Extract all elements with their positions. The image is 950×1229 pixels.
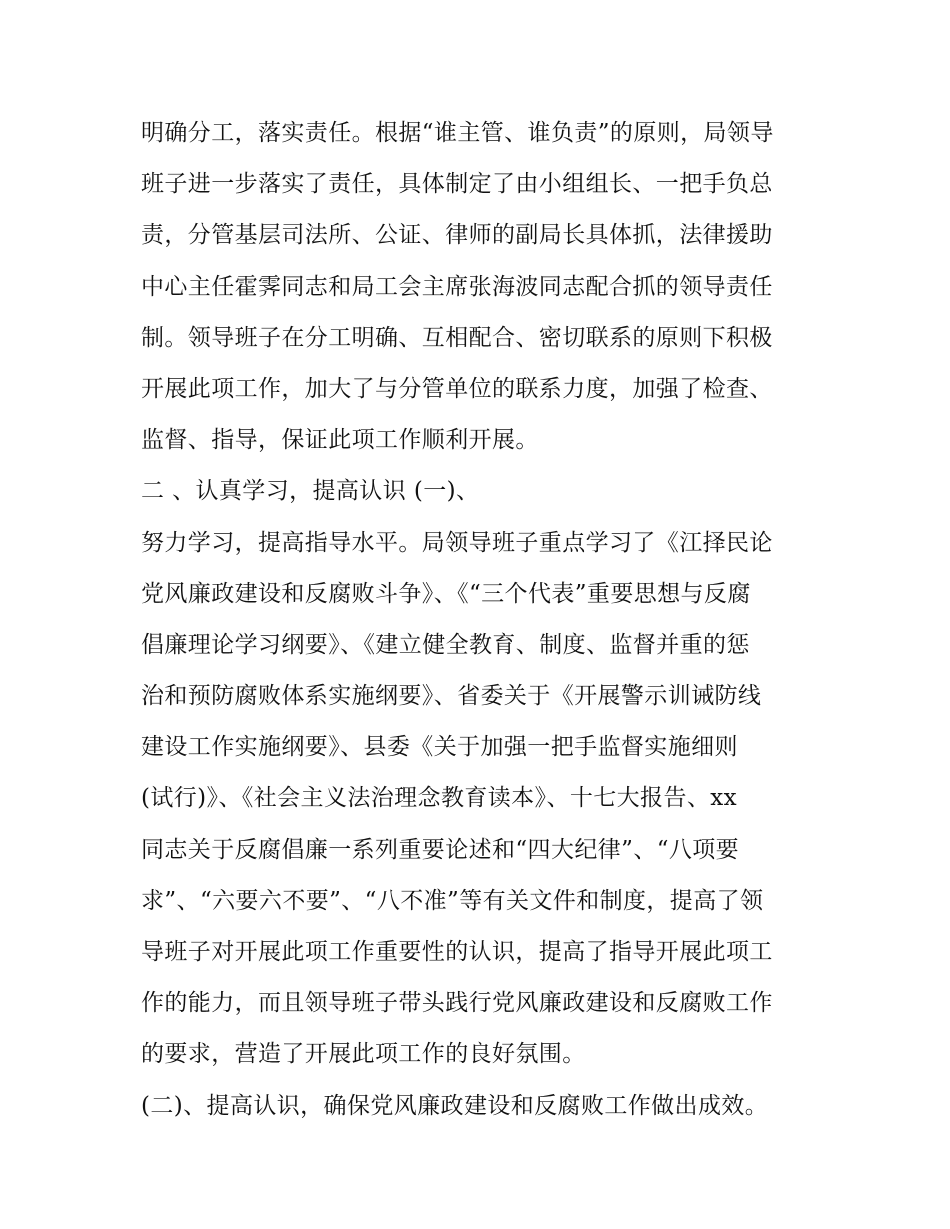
text-line: 班子进一步落实了责任，具体制定了由小组组长、一把手负总	[141, 171, 773, 198]
text-line: 同志关于反腐倡廉一系列重要论述和“四大纪律”、“八项要	[141, 836, 740, 863]
text-line: 求”、“六要六不要”、“八不准”等有关文件和制度，提高了领	[141, 887, 764, 914]
text-line: 中心主任霍霁同志和局工会主席张海波同志配合抓的领导责任	[141, 273, 773, 300]
section-heading: 二 、认真学习，提高认识 (一)、	[141, 478, 480, 505]
text-line: 责，分管基层司法所、公证、律师的副局长具体抓，法律援助	[141, 222, 773, 249]
text-line: 制。领导班子在分工明确、互相配合、密切联系的原则下积极	[141, 324, 773, 351]
document-body	[141, 108, 821, 1132]
subsection-heading: (二)、提高认识，确保党风廉政建设和反腐败工作做出成效。	[141, 1092, 769, 1119]
text-line: 开展此项工作，加大了与分管单位的联系力度，加强了检查、	[141, 375, 773, 402]
text-line: 建设工作实施纲要》、县委《关于加强一把手监督实施细则	[141, 734, 738, 761]
text-line: 倡廉理论学习纲要》、《建立健全教育、制度、监督并重的惩	[141, 631, 750, 658]
text-line: 作的能力，而且领导班子带头践行党风廉政建设和反腐败工作	[141, 990, 773, 1017]
text-line: 明确分工，落实责任。根据“谁主管、谁负责”的原则，局领导	[141, 120, 774, 146]
text-line: 监督、指导，保证此项工作顺利开展。	[141, 427, 539, 454]
text-line: 的要求，营造了开展此项工作的良好氛围。	[141, 1041, 586, 1068]
text-line: 努力学习，提高指导水平。局领导班子重点学习了《江择民论	[141, 529, 773, 556]
text-line: 党风廉政建设和反腐败斗争》、《“三个代表”重要思想与反腐	[141, 580, 751, 607]
text-line: 治和预防腐败体系实施纲要》、省委关于《开展警示训诫防线	[141, 683, 762, 710]
text-line: 导班子对开展此项工作重要性的认识，提高了指导开展此项工	[141, 939, 773, 965]
text-line: (试行)》、《社会主义法治理念教育读本》、十七大报告、xx	[141, 785, 737, 812]
